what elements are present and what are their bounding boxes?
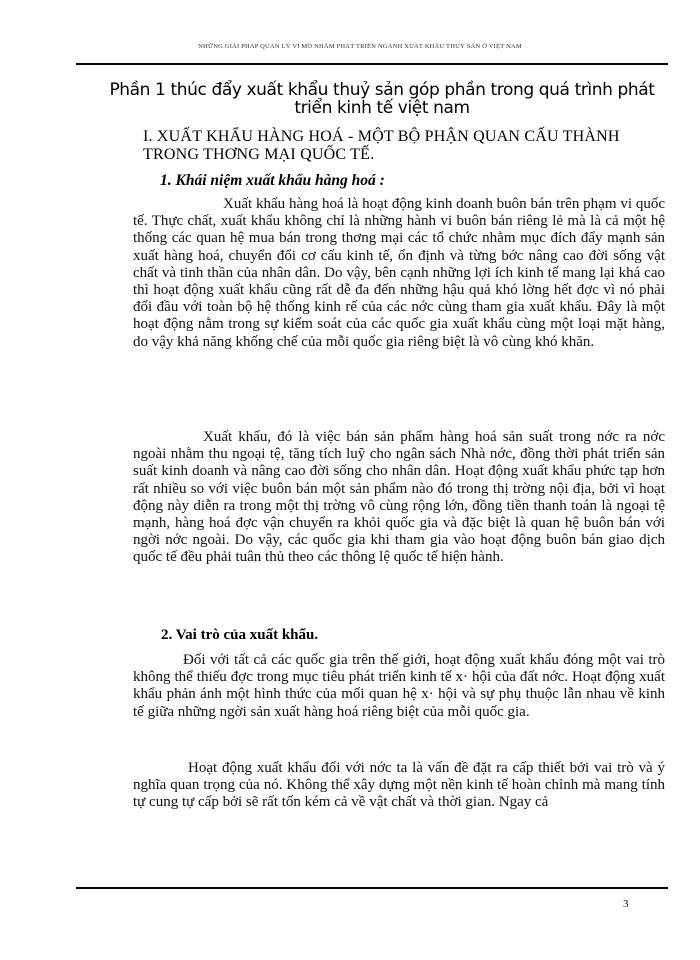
paragraph-2-text: Xuất khẩu, đó là việc bán sản phẩm hàng hoá sản suất trong nớc ra nớc ngoài nhằm thu ngoại tệ, tăng tích luỹ cho ngân sách Nhà nớc, đồng thời phát triển sản suất kinh doanh và nâng cao đời sống cho nhân dân. Hoạt động xuất khẩu phức tạp hơn rất nhiều so với việc buôn bán một sản phẩm nào đó trong thị trờng nội địa, bởi vì hoạt động này diễn ra trong một thị trờng vô cùng rộng lớn, đồng tiền thanh toán là ngoại tệ mạnh, hàng hoá đợc vận chuyển ra khỏi quốc gia và đặc biệt là quan hệ buôn bán với ngời nớc ngoài. Do vậy, các quốc gia khi tham gia vào hoạt động buôn bán giao dịch quốc tế đều phải tuân thủ theo các thông lệ quốc tế hiện hành.: [133, 429, 665, 566]
paragraph-2: [133, 429, 665, 567]
paragraph-1: [133, 196, 665, 351]
running-header: NHỮNG GIẢI PHÁP QUẢN LÝ VĨ MÔ NHẰM PHÁT TRIỂN NGÀNH XUẤT KHẨU THUỶ SẢN Ở VIỆT NAM: [198, 43, 522, 50]
header-rule: [76, 63, 668, 65]
paragraph-3: [133, 652, 665, 721]
paragraph-4-text: Hoạt động xuất khẩu đối với nớc ta là vấn đề đặt ra cấp thiết bởi vai trò và ý nghĩa quan trọng của nó. Không thể xây dựng một nền kinh tế hoàn chỉnh mà mang tính tự cung tự cấp bởi sẽ rất tốn kém cả về vật chất và thời gian. Ngay cả: [133, 760, 665, 811]
page-number: 3: [623, 898, 629, 910]
paragraph-1-text: Xuất khẩu hàng hoá là hoạt động kinh doanh buôn bán trên phạm vi quốc tế. Thực chất, xuất khẩu không chỉ là những hành vi buôn bán riêng lẻ mà là cả một hệ thống các quan hệ mua bán trong thơng mại các tổ chức nhằm mục đích đẩy mạnh sản xuất hàng hoá, chuyển đổi cơ cấu kinh tế, ổn định và từng bớc nâng cao đời sống vật chất và tinh thần của nhân dân. Do vậy, bên cạnh những lợi ích kinh tế mang lại khá cao thì hoạt động xuất khẩu cũng rất dễ đa đến những hậu quả khó lờng hết đợc vì nó phải đối đầu với toàn bộ hệ thống kinh rế của các nớc cùng tham gia xuất khẩu. Đây là một hoạt động nằm trong sự kiểm soát của các quốc gia xuất khẩu cùng một loại mặt hàng, do vậy khả năng khống chế của mỗi quốc gia riêng biệt là vô cùng khó khăn.: [133, 196, 665, 350]
subsection-2-heading: 2. Vai trò của xuất khẩu.: [161, 627, 319, 643]
paragraph-3-text: Đối với tất cả các quốc gia trên thế giới, hoạt động xuất khẩu đóng một vai trò không thể thiếu đợc trong mục tiêu phát triển kinh tế x· hội của đất nớc. Hoạt động xuất khẩu phản ánh một hình thức của mối quan hệ x· hội và sự phụ thuộc lẫn nhau về kinh tế giữa những ngời sản xuất hàng hoá riêng biệt của mỗi quốc gia.: [133, 652, 665, 720]
footer-rule: [76, 887, 668, 889]
paragraph-4: [133, 760, 665, 812]
section-heading: I. XUẤT KHẨU HÀNG HOÁ - MỘT BỘ PHẬN QUAN CẤU THÀNH TRONG THƠNG MẠI QUỐC TẾ.: [143, 128, 620, 163]
part-title: Phần 1 thúc đẩy xuất khẩu thuỷ sản góp phần trong quá trình phát triển kinh tế việt nam: [109, 80, 655, 118]
subsection-1-heading: 1. Khái niệm xuất khẩu hàng hoá :: [160, 172, 385, 189]
